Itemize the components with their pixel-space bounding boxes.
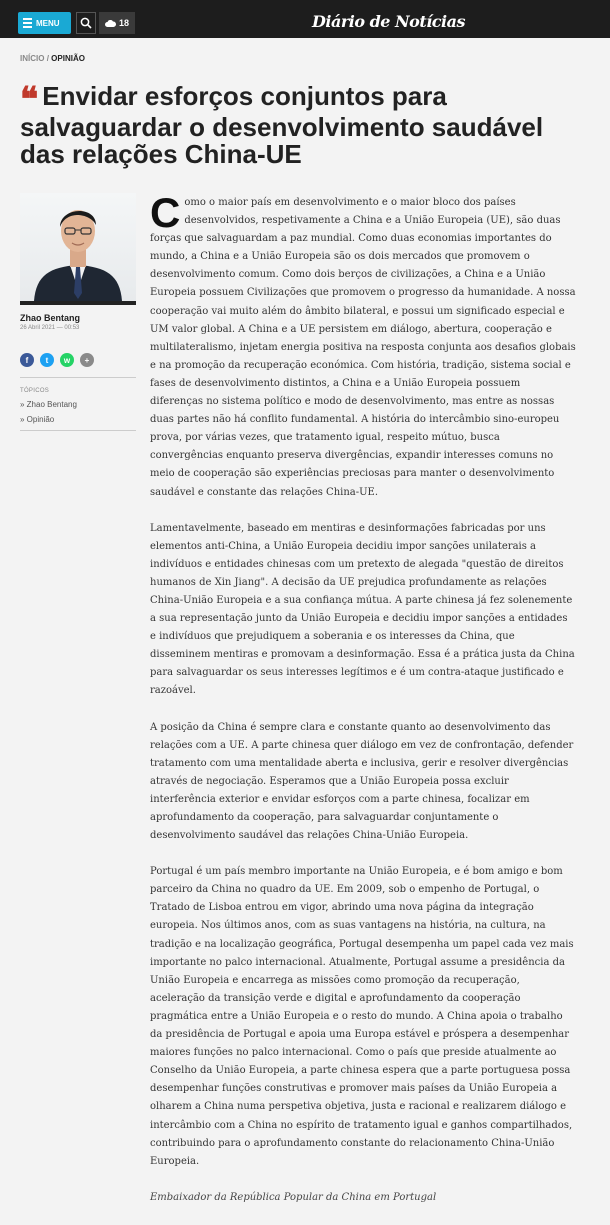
menu-label: MENU [36,18,60,28]
article-title-text: Envidar esforços conjuntos para salvaguardar o desenvolvimento saudável das relações China-UE [20,81,544,169]
topics-section [20,388,136,431]
topic-link[interactable]: » Opinião [20,415,55,424]
article-sidebar [20,193,136,431]
weather-temperature: 18 [118,18,129,28]
search-button[interactable] [76,12,96,34]
twitter-icon[interactable]: t [40,353,54,367]
publish-date: 26 Abril 2021 — 00:53 [20,325,80,331]
breadcrumb-current[interactable]: OPINIÃO [51,54,85,63]
cloud-icon [105,20,116,27]
share-buttons [20,353,136,378]
article-paragraph: Portugal é um país membro importante na União Europeia, e é bom amigo e bom parceiro da China no quadro da UE. Em 2009, sob o empenho de Portugal, o Tratado de Lisboa entrou em vigor, abrindo uma nova página da integração europeia. Nos últimos anos, com as suas vantagens na história, na cultura, na tradição e na localização geográfica, Portugal desempenha um papel cada vez mais importante no palco internacional. Atualmente, Portugal assume a presidência da União Europeia e encarrega as missões como promoção da recuperação, aceleração da transição verde e digital e aprofundamento da cooperação pragmática entre a União Europeia e o resto do mundo. A China apoia o trabalho da presidência de Portugal e apoia uma Europa estável e próspera a desempenhar maiores funções no palco internacional. Como o país que preside atualmente ao Conselho da União Europeia, a parte chinesa espera que a parte portuguesa possa desempenhar funções construtivas e promover mais países da União Europeia a olharem a China numa perspetiva objetiva, justa e racional e realizarem diálogo e intercâmbio com a China no espírito de tratamento igual e ganhos compartilhados, contribuindo para o aprofundamento constante do relacionamento China-União Europeia. [150,866,574,1167]
author-signature: Embaixador da República Popular da China em Portugal [150,1191,437,1203]
breadcrumb-home[interactable]: INÍCIO [20,54,45,63]
more-icon[interactable]: + [80,353,94,367]
article-paragraph: Como o maior país em desenvolvimento e o maior bloco dos países desenvolvidos, respetivamente a China e a União Europeia (UE), são duas forças que salvaguardam a paz mundial. Como duas economias importantes do mundo, a China e a União Europeia são os dois mercados que promovem o desenvolvimento comum. Como dois berços de civilizações, a China e a União Europeia possuem Civilizações que promovem o progresso da humanidade. A nossa cooperação vai muito além do âmbito bilateral, e possui um significado especial e UM valor global. A China e a UE persistem em diálogo, abertura, cooperação e multilateralismo, injetam energia positiva na resposta conjunta aos desafios globais e na promoção da recuperação económica. Com história, tradição, sistema social e fases de desenvolvimento distintos, a China e a União Europeia possuem diferenças no sistema político e modo de desenvolvimento, mas entre as nossas duas partes não há conflito fundamental. A história do intercâmbio sino-europeu prova, por várias vezes, que tratamento igual, respeito mútuo, busca convergências enquanto preserva divergências, expandir interesses comuns no meio de cooperação são experiências preciosas para manter o desenvolvimento saudável e constante das relações China-UE. [150,189,576,498]
article-body [150,189,576,1225]
article-paragraph: Lamentavelmente, baseado em mentiras e desinformações fabricadas por uns elementos anti-China, a União Europeia decidiu impor sanções unilaterais a indivíduos e entidades chinesas com um pretexto de alegada "questão de direitos humanos de Xin Jiang". A decisão da UE prejudica profundamente as relações China-União Europeia e a sua confiança mútua. A parte chinesa já fez solenemente a sua representação junto da União Europeia e decidiu impor sanções a entidades e indivíduos que prejudiquem a soberania e os interesses da China, que disseminem mentiras e promovam a desinformação. Essa é a prática justa da China para salvaguardar os seus interesses legítimos e é um contra-ataque justificado e razoável. [150,522,575,697]
author-photo [20,193,136,305]
whatsapp-icon[interactable]: w [60,353,74,367]
weather-widget[interactable] [99,12,135,34]
article-paragraph: A posição da China é sempre clara e constante quanto ao desenvolvimento das relações com a UE. A parte chinesa quer diálogo em vez de confrontação, defender tratamento com uma mentalidade aberta e inclusiva, gerir e resolver divergências através de negociação. Esperamos que a União Europeia possa excluir interferência exterior e envidar esforços com a parte chinesa, focalizar em aprofundamento da cooperação, para salvaguardar conjuntamente o desenvolvimento saudável das relações China-União Europeia. [150,721,574,842]
breadcrumb [20,54,85,63]
top-navigation-bar [0,0,610,38]
menu-button[interactable] [18,12,71,34]
article-title [20,80,590,169]
hamburger-icon [23,18,32,28]
opinion-quote-icon: ❝ [20,80,39,120]
author-portrait [20,193,136,301]
site-logo[interactable]: Diário de Notícias [312,12,465,31]
search-icon [80,17,92,29]
breadcrumb-separator: / [46,54,49,63]
drop-cap: C [150,189,181,236]
author-name[interactable]: Zhao Bentang [20,313,80,323]
facebook-icon[interactable]: f [20,353,34,367]
topic-link[interactable]: » Zhao Bentang [20,400,77,409]
topics-heading: TÓPICOS [20,388,50,394]
